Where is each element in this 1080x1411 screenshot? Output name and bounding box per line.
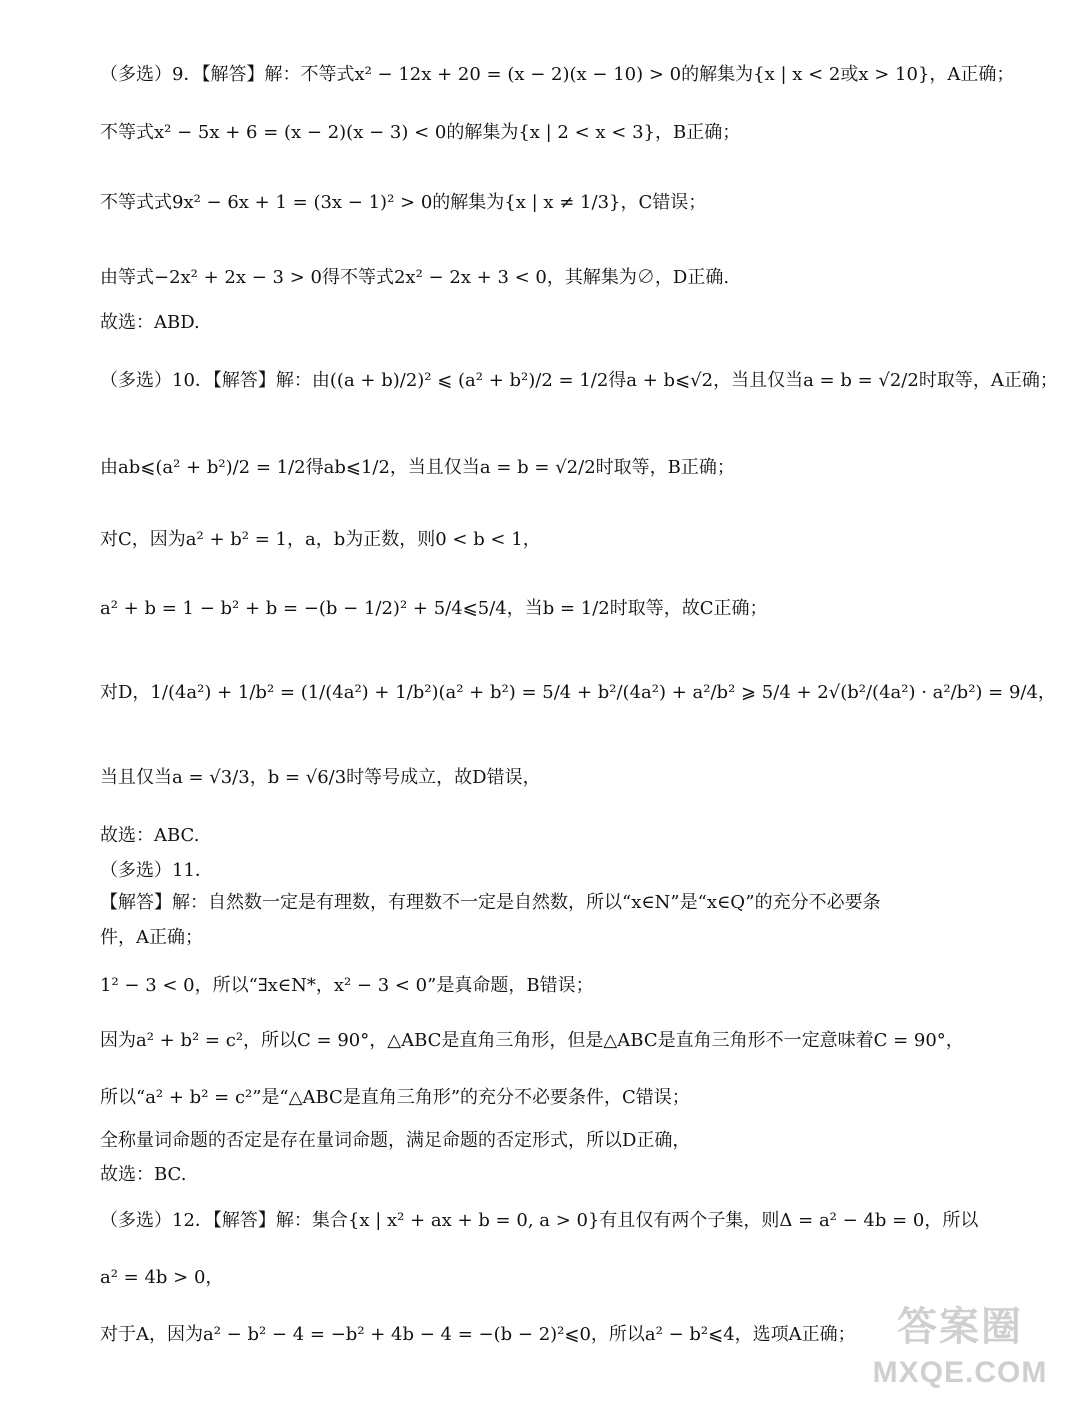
text-line: 1² − 3 < 0，所以“∃x∈N*，x² − 3 < 0”是真命题，B错误； bbox=[100, 975, 594, 996]
text-line: 件，A正确； bbox=[100, 927, 203, 948]
text-line: 【解答】解：自然数一定是有理数，有理数不一定是自然数，所以“x∈N”是“x∈Q”的充分不必要条 bbox=[100, 892, 881, 913]
text-line: （多选）10．【解答】解：由((a + b)/2)² ⩽ (a² + b²)/2 = 1/2得a + b⩽√2，当且仅当a = b = √2/2时取等，A正确； bbox=[100, 370, 1058, 391]
text-line: （多选）12．【解答】解：集合{x | x² + ax + b = 0, a > 0}有且仅有两个子集，则Δ = a² − 4b = 0，所以 bbox=[100, 1210, 979, 1231]
text-line: 不等式式9x² − 6x + 1 = (3x − 1)² > 0的解集为{x | x ≠ 1/3}，C错误； bbox=[100, 192, 707, 213]
text-line: 当且仅当a = √3/3，b = √6/3时等号成立，故D错误， bbox=[100, 767, 541, 788]
text-line: 故选：ABD. bbox=[100, 312, 200, 333]
text-line: a² = 4b > 0， bbox=[100, 1267, 224, 1288]
text-line: 全称量词命题的否定是存在量词命题，满足命题的否定形式，所以D正确， bbox=[100, 1130, 691, 1151]
text-line: 由等式−2x² + 2x − 3 > 0得不等式2x² − 2x + 3 < 0，其解集为∅，D正确. bbox=[100, 267, 730, 288]
text-line: （多选）11． bbox=[100, 860, 213, 881]
text-line: a² + b = 1 − b² + b = −(b − 1/2)² + 5/4⩽5/4，当b = 1/2时取等，故C正确； bbox=[100, 598, 768, 619]
text-line: 故选：ABC. bbox=[100, 825, 200, 846]
text-line: 所以“a² + b² = c²”是“△ABC是直角三角形”的充分不必要条件，C错误； bbox=[100, 1087, 690, 1108]
text-line: 不等式x² − 5x + 6 = (x − 2)(x − 3) < 0的解集为{x | 2 < x < 3}，B正确； bbox=[100, 122, 741, 143]
watermark-en: MXQE.COM bbox=[872, 1356, 1048, 1389]
text-line: （多选）9．【解答】解：不等式x² − 12x + 20 = (x − 2)(x − 10) > 0的解集为{x | x < 2或x > 10}，A正确； bbox=[100, 64, 1015, 85]
text-line: 对C，因为a² + b² = 1，a，b为正数，则0 < b < 1， bbox=[100, 529, 541, 550]
text-line: 由ab⩽(a² + b²)/2 = 1/2得ab⩽1/2，当且仅当a = b = √2/2时取等，B正确； bbox=[100, 457, 735, 478]
text-line: 对D，1/(4a²) + 1/b² = (1/(4a²) + 1/b²)(a² + b²) = 5/4 + b²/(4a²) + a²/b² ⩾ 5/4 + 2√(b²/(4a²) · a²/b²) = 9/4， bbox=[100, 682, 1056, 703]
text-line: 故选：BC. bbox=[100, 1164, 187, 1185]
watermark-cn: 答案圈 bbox=[897, 1305, 1023, 1349]
text-line: 对于A，因为a² − b² − 4 = −b² + 4b − 4 = −(b − 2)²⩽0，所以a² − b²⩽4，选项A正确； bbox=[100, 1324, 856, 1345]
text-line: 因为a² + b² = c²，所以C = 90°，△ABC是直角三角形，但是△ABC是直角三角形不一定意味着C = 90°， bbox=[100, 1030, 964, 1051]
watermark-logo bbox=[870, 1299, 1050, 1399]
